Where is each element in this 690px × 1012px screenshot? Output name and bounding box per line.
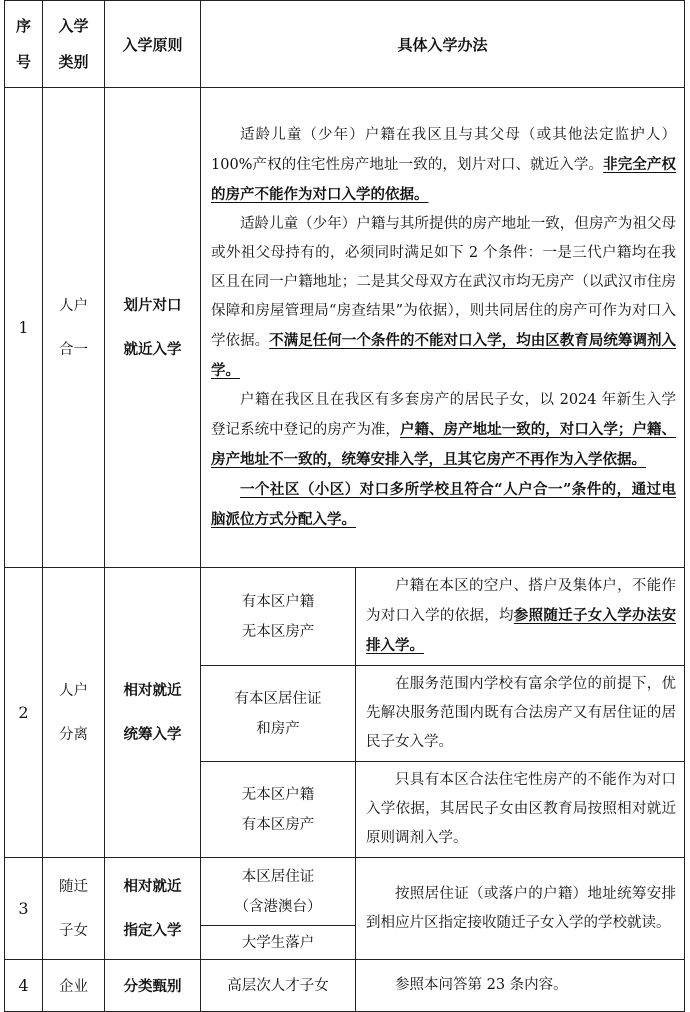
row-detail — [201, 88, 685, 568]
detail-paragraph: 适龄儿童（少年）户籍在我区且与其父母（或其他法定监护人）100%产权的住宅性房产地址一致的，划片对口、就近入学。非完全产权的房产不能作为对口入学的依据。 — [211, 126, 677, 203]
row-category: 企业 — [43, 960, 105, 1012]
detail-paragraph: 一个社区（小区）对口多所学校且符合“人户合一”条件的，通过电脑派位方式分配入学。 — [211, 480, 677, 528]
table-row-3a — [5, 858, 685, 926]
row-principle: 相对就近 指定入学 — [105, 858, 201, 960]
row-category: 人户 分离 — [43, 568, 105, 858]
table-row-4 — [5, 960, 685, 1012]
detail-paragraph: 适龄儿童（少年）户籍与其所提供的房产地址一致，但房产为祖父母或外祖父母持有的，必须同时满足如下 2 个条件：一是三代户籍均在我区且在同一户籍地址；二是其父母双方在武汉市均无房产（以武汉市住房保障和房屋管理局“房查结果”为依据），则共同居住的房产可作为对口入学依据。不满足任何一个条件的不能对口入学，均由区教育局统筹调剂入学。 — [211, 215, 677, 379]
header-principle: 入学原则 — [105, 1, 201, 88]
sub-label: 有本区户籍 无本区房产 — [201, 568, 356, 666]
row-principle: 分类甄别 — [105, 960, 201, 1012]
enrollment-table — [4, 0, 685, 1012]
row-number: 4 — [5, 960, 43, 1012]
sub-detail: 在服务范围内学校有富余学位的前提下，优先解决服务范围内既有合法房产又有居住证的居民子女入学。 — [356, 666, 685, 762]
row-principle: 相对就近 统筹入学 — [105, 568, 201, 858]
sub-label: 有本区居住证 和房产 — [201, 666, 356, 762]
sub-detail: 只具有本区合法住宅性房产的不能作为对口入学依据，其居民子女由区教育局按照相对就近原则调剂入学。 — [356, 762, 685, 858]
row-number: 3 — [5, 858, 43, 960]
sub-label: 本区居住证 （含港澳台） — [201, 858, 356, 926]
header-no: 序 号 — [5, 1, 43, 88]
row-number: 2 — [5, 568, 43, 858]
header-method: 具体入学办法 — [201, 1, 685, 88]
row-category: 随迁 子女 — [43, 858, 105, 960]
sub-detail: 户籍在本区的空户、搭户及集体户，不能作为对口入学的依据，均参照随迁子女入学办法安排入学。 — [356, 568, 685, 666]
sub-detail: 参照本问答第 23 条内容。 — [356, 960, 685, 1012]
sub-detail: 按照居住证（或落户的户籍）地址统筹安排到相应片区指定接收随迁子女入学的学校就读。 — [356, 858, 685, 960]
row-number: 1 — [5, 88, 43, 568]
detail-paragraph: 户籍在我区且在我区有多套房产的居民子女，以 2024 年新生入学登记系统中登记的房产为准，户籍、房产地址一致的，对口入学；户籍、房产地址不一致的，统筹安排入学，且其它房产不再作为入学依据。 — [211, 391, 677, 468]
table-row-1 — [5, 88, 685, 568]
sub-label: 无本区户籍 有本区房产 — [201, 762, 356, 858]
row-category: 人户 合一 — [43, 88, 105, 568]
table-row-2a — [5, 568, 685, 666]
header-row — [5, 1, 685, 88]
sub-label: 高层次人才子女 — [201, 960, 356, 1012]
sub-label: 大学生落户 — [201, 926, 356, 960]
header-category: 入学 类别 — [43, 1, 105, 88]
row-principle: 划片对口 就近入学 — [105, 88, 201, 568]
